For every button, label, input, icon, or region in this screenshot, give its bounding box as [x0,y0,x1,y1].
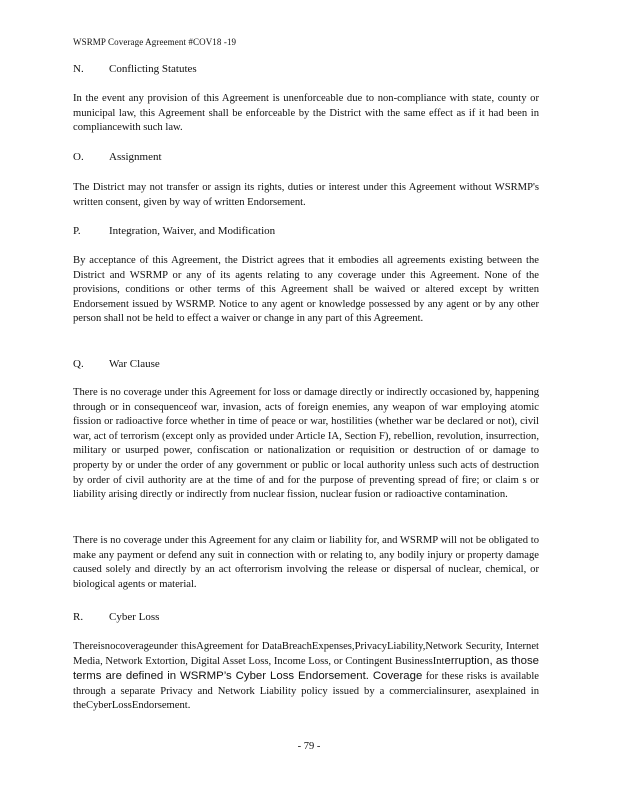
section-body-q-2: There is no coverage under this Agreement for any claim or liability for, and WSRMP will not be obligated to make any payment or defend any suit in connection with or relating to, any bodily injury or property damage caused solely and directly by an act ofterrorism involving the release or dispersal of nuclear, chemical, or biological agents or material. [73,535,539,590]
section-title: Assignment [109,151,162,163]
section-body-r-part3: for these risks is available through a separate Privacy and Network Liability policy issued by a commercialinsurer, asexplained in theCyberLossEndorsement. [73,671,540,711]
section-heading-o [73,151,162,163]
section-heading-p [73,225,275,237]
page-header: WSRMP Coverage Agreement #COV18 -19 [73,37,237,47]
section-letter: P. [73,225,81,237]
section-body-p: By acceptance of this Agreement, the District agrees that it embodies all agreements existing between the District and WSRMP or any of its agents relating to any coverage under this Agreement. None of the provisions, conditions or other terms of this Agreement shall be waived or altered except by written Endorsement issued by WSRMP. Notice to any agent or knowledge possessed by any agent or by any other person shall not be held to effect a waiver or change in any part of this Agreement. [73,255,539,325]
section-letter: N. [73,63,84,75]
section-body-n: In the event any provision of this Agreement is unenforceable due to non-compliance with state, county or municipal law, this Agreement shall be enforceable by the District with the same effect as if it had been in compliancewith such law. [73,93,539,134]
section-heading-n [73,63,197,75]
section-letter: Q. [73,358,84,370]
page-number: - 79 - [297,741,321,752]
section-letter: R. [73,611,84,623]
section-title: War Clause [109,358,160,370]
section-title: Integration, Waiver, and Modification [109,225,276,237]
section-title: Cyber Loss [109,611,160,623]
section-letter: O. [73,151,84,163]
section-body-q-1: There is no coverage under this Agreement for loss or damage directly or indirectly occasioned by, happening through or in consequenceof war, invasion, acts of foreign enemies, any weapon of war employing atomic fission or radioactive force whether in time of peace or war, hostilities (whether war be declared or not), civil war, act of terrorism (except only as provided under Article IA, Section F), rebellion, revolution, insurrection, military or usurped power, confiscation or nationalization or requisition or destruction of or damage to property by or under the order of any government or public or local authority unless such acts of destruction by order of civil authority are at the time of and for the purpose of preventing spread of fire; or claim s or liability arising directly or indirectly from nuclear fission, nuclear fusion or radioactive contamination. [73,387,539,501]
section-body-o: The District may not transfer or assign its rights, duties or interest under this Agreement without WSRMP's written consent, given by way of written Endorsement. [73,182,539,208]
section-heading-q [73,358,160,370]
section-body-r-part2: erruption, as those terms are defined in WSRMP’s Cyber Loss Endorsement. Coverage [73,655,539,683]
section-body-r [73,640,539,713]
section-title: Conflicting Statutes [109,63,197,75]
section-heading-r [73,611,159,623]
section-body-r-part1: Thereisnocoverageunder thisAgreement for DataBreachExpenses,PrivacyLiability,Network Security, Internet Media, Network Extortion, Digital Asset Loss, Income Loss, or Contingent BusinessInt [73,641,539,668]
